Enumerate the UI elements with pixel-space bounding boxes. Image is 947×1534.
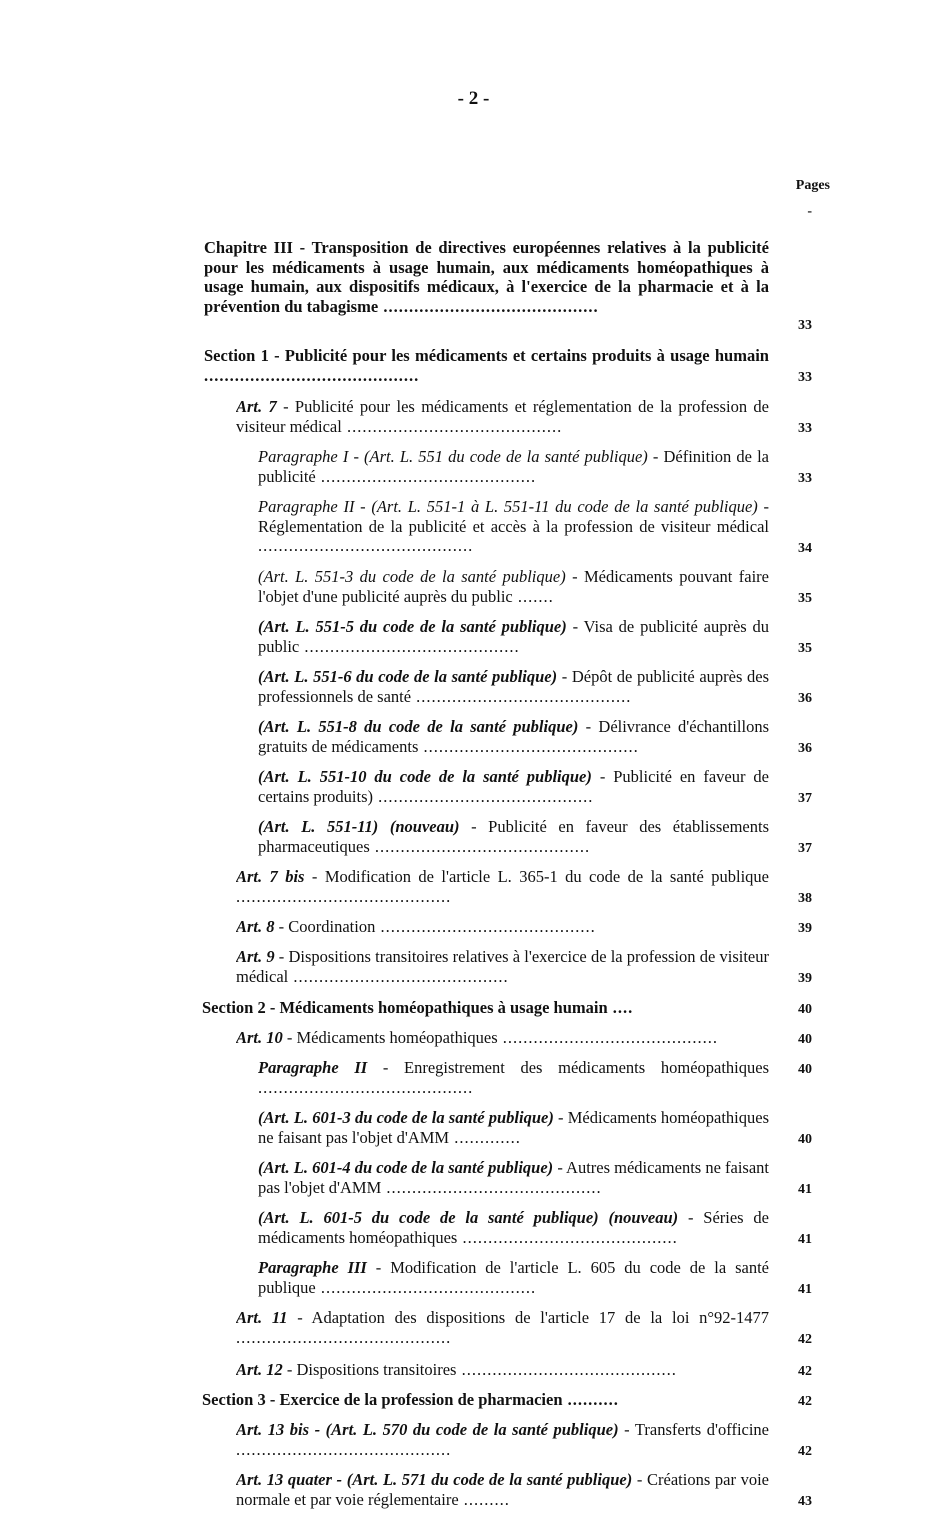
entry-ref: Paragraphe II [258,1058,368,1077]
dot-leader: .......................................... [369,836,591,856]
dot-leader: .... [607,998,634,1017]
dot-leader: .......................................... [341,416,563,436]
page-ref: 39 [798,971,812,986]
dot-leader: ......... [458,1489,510,1509]
page-ref: 41 [798,1182,812,1197]
dot-leader: .......................................... [258,1077,474,1097]
entry-ref: (Art. L. 551-6 du code de la santé publique) [258,667,558,686]
entry-ref: (Art. L. 601-4 du code de la santé publique) [258,1158,554,1177]
entry-text: - Modification de l'article L. 605 du code de la santé publique [258,1258,769,1297]
entry-text: - Médicaments pouvant faire l'objet d'une publicité auprès du public [258,567,769,606]
entry-ref: Paragraphe I - (Art. L. 551 du code de la santé publique) [258,447,648,466]
entry-ref: Art. 9 [236,947,275,966]
entry-ref: Paragraphe III [258,1258,367,1277]
entry-text: Chapitre III - Transposition de directives européennes relatives à la publicité pour les médicaments à usage humain, aux médicaments homéopathiques à usage humain, aux dispositifs médicaux, à l'exercice de la pharmacie et à la prévention du tabagisme [204,238,769,316]
page-ref: 35 [798,591,812,606]
dot-leader: .......................................... [418,736,639,756]
entry-ref: Art. 12 [236,1360,283,1379]
entry-ref: (Art. L. 601-5 du code de la santé publique) (nouveau) [258,1208,679,1227]
entry-ref: (Art. L. 551-5 du code de la santé publique) [258,617,567,636]
entry-text: - Publicité en faveur de certains produits) [258,767,769,806]
page-ref: 42 [798,1444,812,1459]
page-ref: 40 [798,1032,812,1047]
entry-text: - Publicité pour les médicaments et réglementation de la profession de visiteur médical [236,397,769,436]
page-ref: 40 [798,1132,812,1147]
entry-ref: (Art. L. 551-10 du code de la santé publique) [258,767,592,786]
dot-leader: .......................................... [236,1327,452,1347]
entry-text: - Dépôt de publicité auprès des professionnels de santé [258,667,769,706]
dot-leader: .......................................... [497,1028,719,1047]
entry-text: - Réglementation de la publicité et accès à la profession de visiteur médical [258,497,769,536]
entry-ref: Paragraphe II - (Art. L. 551-1 à L. 551-11 du code de la santé publique) [258,497,758,516]
dot-leader: ............. [449,1127,521,1147]
page-ref: 40 [798,1002,812,1017]
entry-text: - Transferts d'officine [618,1420,769,1439]
dot-leader: .......................................... [236,886,452,906]
entry-ref: Art. 7 [236,397,277,416]
entry-text: Section 3 - Exercice de la profession de pharmacien [202,1390,563,1409]
entry-text: - Coordination [274,917,376,936]
entry-text: - Modification de l'article L. 365-1 du code de la santé publique [304,867,769,886]
page-ref: 39 [798,921,812,936]
dot-leader: .......................................... [288,966,509,986]
entry-text: - Dispositions transitoires [282,1360,457,1379]
pages-column-header: Pages [795,178,830,193]
page-ref: 41 [798,1232,812,1247]
entry-ref: Art. 11 [236,1308,288,1327]
entry-ref: Art. 13 bis - (Art. L. 570 du code de la santé publique) [236,1420,619,1439]
entry-text: - Enregistrement des médicaments homéopathiques [367,1058,769,1077]
entry-text: - Autres médicaments ne faisant pas l'objet d'AMM [258,1158,769,1197]
page-ref: 41 [798,1282,812,1297]
page-ref: 37 [798,841,812,856]
dot-leader: .......................................... [373,786,594,806]
entry-ref: Art. 13 quater - (Art. L. 571 du code de la santé publique) [236,1470,633,1489]
dot-leader: .......................................... [236,1439,452,1459]
entry-ref: (Art. L. 551-8 du code de la santé publique) [258,717,579,736]
page-ref: 33 [798,370,812,385]
dot-leader: .......................................... [456,1360,677,1379]
page-ref: 40 [798,1062,812,1077]
entry-text: - Adaptation des dispositions de l'article 17 de la loi n°92-1477 [287,1308,769,1327]
dot-leader: .......... [562,1390,619,1409]
entry-ref: Art. 10 [236,1028,283,1047]
entry-ref: (Art. L. 551-3 du code de la santé publique) [258,567,566,586]
dot-leader: .......................................... [378,296,599,316]
entry-ref: (Art. L. 551-11) (nouveau) [258,817,460,836]
dot-leader: .......................................... [457,1227,678,1247]
page-ref: 42 [798,1364,812,1379]
entry-text: - Publicité en faveur des établissements pharmaceutiques [258,817,769,856]
entry-ref: Art. 7 bis [236,867,305,886]
entry-text: - Visa de publicité auprès du public [258,617,769,656]
entry-text: Section 1 - Publicité pour les médicaments et certains produits à usage humain [204,346,769,365]
entry-text: - Définition de la publicité [258,447,769,486]
entry-text: - Médicaments homéopathiques ne faisant pas l'objet d'AMM [258,1108,769,1147]
dot-leader: .......................................... [204,365,420,385]
page-number: - 2 - [457,88,490,109]
page-ref: 43 [798,1494,812,1509]
page-ref: 38 [798,891,812,906]
dot-leader: ....... [512,586,554,606]
entry-text: - Séries de médicaments homéopathiques [258,1208,769,1247]
page-ref: 42 [798,1332,812,1347]
dot-leader: .......................................... [375,917,596,936]
entry-text: - Créations par voie normale et par voie réglementaire [236,1470,769,1509]
dot-leader: .......................................... [315,1277,537,1297]
entry-text: - Dispositions transitoires relatives à l'exercice de la profession de visiteur médical [236,947,769,986]
entry-text: - Médicaments homéopathiques [282,1028,498,1047]
entry-ref: (Art. L. 601-3 du code de la santé publique) [258,1108,554,1127]
page-ref: 35 [798,641,812,656]
page-ref: 36 [798,741,812,756]
entry-text: - Délivrance d'échantillons gratuits de médicaments [258,717,769,756]
page-ref: 33 [798,421,812,436]
dot-leader: .......................................... [315,466,537,486]
page-ref: 36 [798,691,812,706]
page-ref: 34 [798,541,812,556]
dot-leader: .......................................... [258,536,474,555]
page-ref: 42 [798,1394,812,1409]
entry-ref: Art. 8 [236,917,275,936]
entry-text: Section 2 - Médicaments homéopathiques à usage humain [202,998,608,1017]
page-ref: 33 [798,318,812,333]
page-ref: 37 [798,791,812,806]
dot-leader: .......................................... [411,686,632,706]
page-ref: 33 [798,471,812,486]
dot-leader: .......................................... [381,1177,602,1197]
pages-column-dash: - [807,204,812,219]
dot-leader: .......................................... [299,636,520,656]
